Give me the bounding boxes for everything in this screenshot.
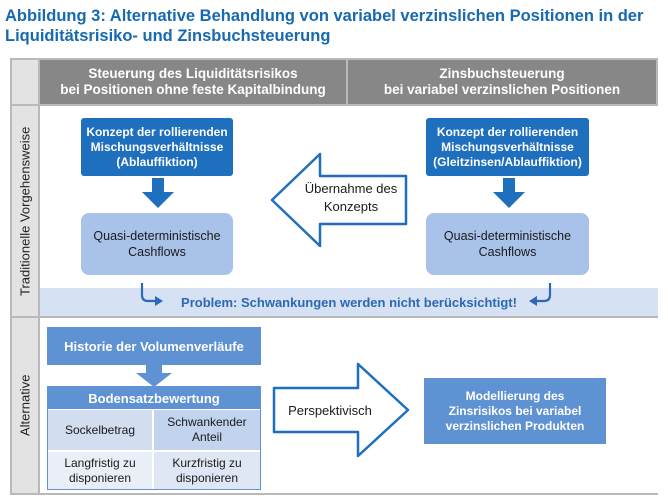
- concept-left-line1: Konzept der rollierenden: [86, 124, 228, 139]
- figure-title-line1: Abbildung 3: Alternative Behandlung von variabel verzinslichen Positionen in der: [5, 7, 644, 25]
- curved-arrow-left-icon: [136, 281, 166, 311]
- history-label: Historie der Volumenverläufe: [64, 338, 244, 354]
- cashflow-left-line2: Cashflows: [128, 245, 186, 259]
- figure-title: [5, 6, 665, 46]
- header-interest-book: [348, 60, 656, 104]
- perspective-label: Perspektivisch: [288, 403, 372, 418]
- history-box: [47, 327, 261, 365]
- transfer-label-line1: Übernahme des: [304, 181, 398, 196]
- concept-box-right: [426, 118, 589, 176]
- cell-fluctuating-line2: Anteil: [191, 430, 222, 444]
- header-right-line1: Zinsbuchsteuerung: [439, 66, 565, 81]
- row-label-traditional: Traditionelle Vorgehensweise: [12, 106, 38, 316]
- cashflow-box-left: [81, 213, 233, 275]
- down-arrow-right-icon: [493, 178, 525, 208]
- cell-long-term: [48, 452, 152, 489]
- concept-box-left: [81, 118, 233, 176]
- cashflow-box-right: [426, 213, 589, 275]
- corner-cell: [12, 60, 38, 104]
- base-valuation-label: Bodensatzbewertung: [88, 390, 220, 406]
- curved-arrow-right-icon: [526, 281, 556, 311]
- model-line3: verzinslichen Produkten: [445, 418, 585, 433]
- cell-long-term-line1: Langfristig zu: [64, 455, 136, 470]
- concept-right-line1: Konzept der rollierenden: [436, 124, 579, 139]
- concept-left-line2: Mischungsverhältnisse: [90, 139, 224, 154]
- problem-band: [40, 288, 658, 316]
- base-valuation-header: [48, 387, 260, 409]
- cell-short-term-line1: Kurzfristig zu: [172, 455, 242, 470]
- concept-right-line3: (Gleitzinsen/Ablauffiktion): [433, 154, 582, 169]
- model-box: [424, 378, 606, 444]
- figure-title-line2: Liquiditätsrisiko- und Zinsbuchsteuerung: [5, 27, 331, 45]
- down-arrow-left-icon: [142, 178, 174, 208]
- problem-text: Problem: Schwankungen werden nicht berücksichtigt!: [181, 294, 517, 310]
- concept-left-line3: (Ablauffiktion): [116, 154, 198, 169]
- cell-base-amount-label: Sockelbetrag: [64, 422, 136, 437]
- header-left-line1: Steuerung des Liquiditätsrisikos: [88, 66, 298, 81]
- row-label-alternative: Alternative: [12, 318, 38, 493]
- header-liquidity: [40, 60, 346, 104]
- concept-right-line2: Mischungsverhältnisse: [441, 139, 574, 154]
- cell-short-term-line2: disponieren: [175, 470, 239, 485]
- transfer-label-line2: Konzepts: [323, 199, 379, 214]
- cell-long-term-line2: disponieren: [68, 470, 132, 485]
- cell-base-amount: [48, 410, 152, 450]
- cell-fluctuating-line1: Schwankender: [167, 415, 247, 429]
- cashflow-right-line2: Cashflows: [478, 245, 537, 259]
- cashflow-right-line1: Quasi-deterministische: [443, 229, 572, 243]
- transfer-label: [296, 180, 406, 216]
- down-arrow-history-icon: [136, 365, 172, 387]
- cell-fluctuating: [154, 410, 260, 450]
- header-right-line2: bei variabel verzinslichen Positionen: [383, 82, 621, 97]
- cashflow-left-line1: Quasi-deterministische: [93, 229, 221, 243]
- cell-short-term: [154, 452, 260, 489]
- model-line1: Modellierung des: [465, 388, 565, 403]
- model-line2: Zinsrisikos bei variabel: [448, 403, 582, 418]
- header-left-line2: bei Positionen ohne feste Kapitalbindung: [60, 82, 326, 97]
